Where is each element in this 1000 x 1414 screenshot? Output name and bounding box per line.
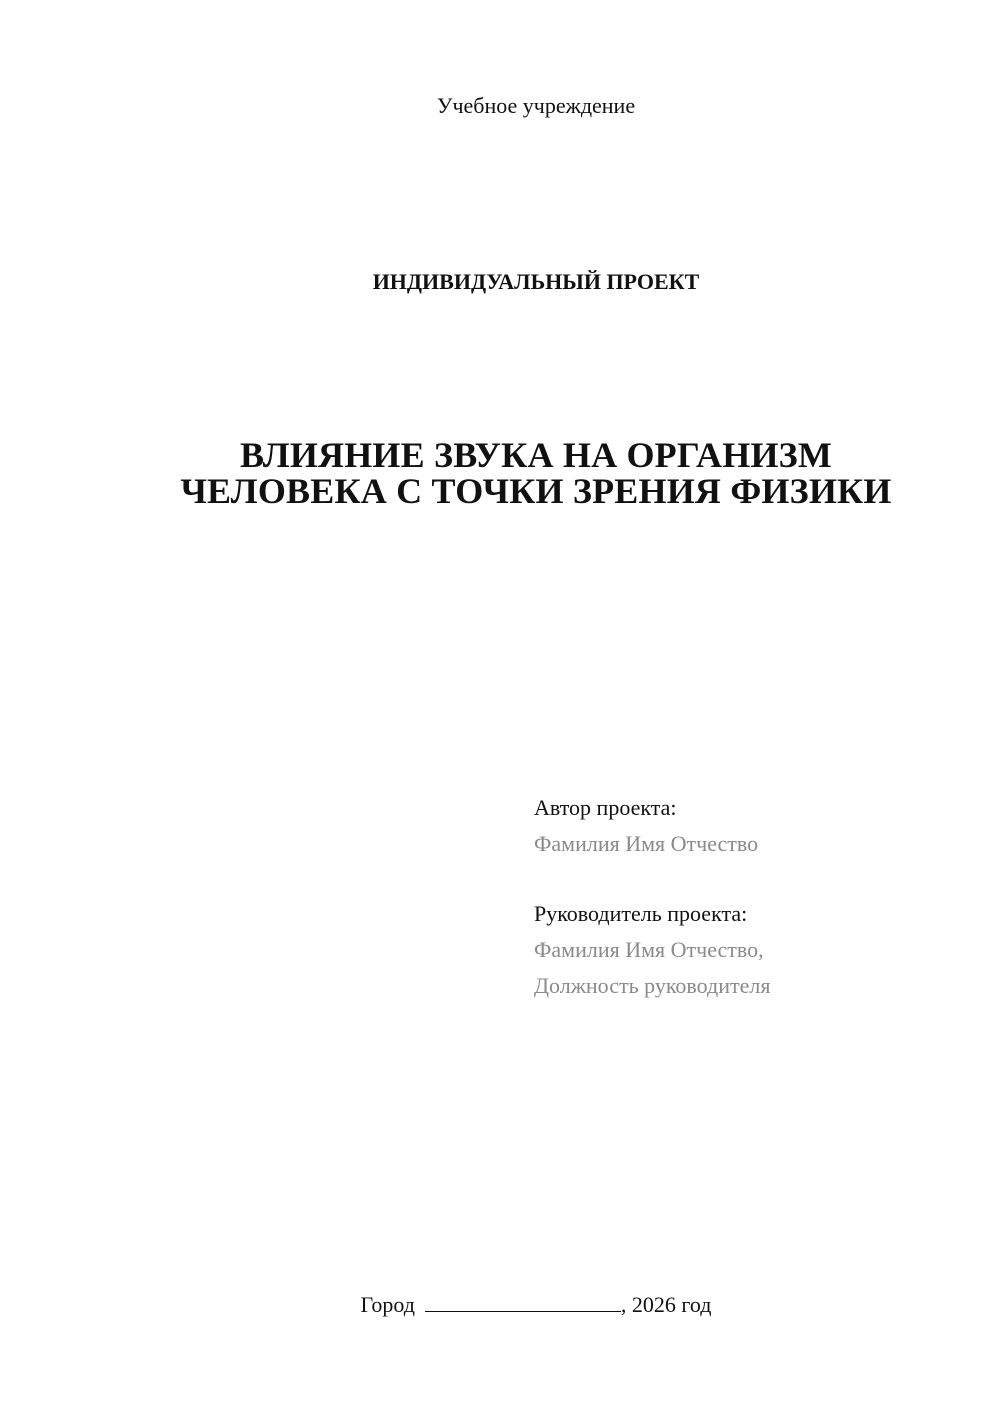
year-text: , 2026 год [620,1292,712,1317]
city-blank-underline [425,1291,621,1312]
institution-name: Учебное учреждение [436,93,636,118]
document-type: ИНДИВИДУАЛЬНЫЙ ПРОЕКТ [372,269,700,294]
supervisor-label: Руководитель проекта: [534,901,748,926]
project-title [0,437,1000,509]
supervisor-position-placeholder: Должность руководителя [534,973,771,998]
author-name-placeholder: Фамилия Имя Отчество [534,831,759,856]
project-title-line-2: ЧЕЛОВЕКА С ТОЧКИ ЗРЕНИЯ ФИЗИКИ [180,471,892,511]
city-label: Город [360,1292,415,1317]
supervisor-name-placeholder: Фамилия Имя Отчество, [534,937,764,962]
spacer [534,862,974,896]
city-year-line [0,1291,1000,1319]
author-label: Автор проекта: [534,795,677,820]
project-credits [534,790,974,1004]
project-title-line-1: ВЛИЯНИЕ ЗВУКА НА ОРГАНИЗМ [239,435,833,475]
